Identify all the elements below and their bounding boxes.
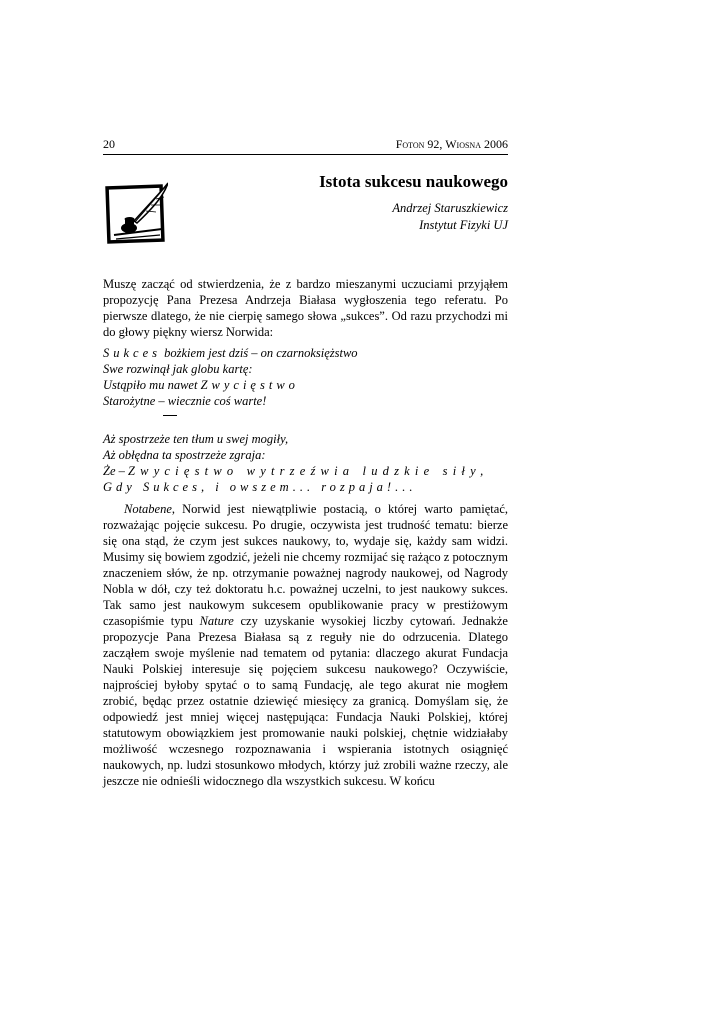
poem-line: Aż spostrzeże ten tłum u swej mogiły, <box>103 432 289 446</box>
journal-issue: Foton 92, Wiosna 2006 <box>395 137 508 151</box>
poem-line: Aż obłędna ta spostrzeże zgraja: <box>103 448 266 462</box>
journal-name: Nature <box>199 614 234 628</box>
quill-inkwell-icon <box>104 181 168 250</box>
byline <box>392 200 508 234</box>
poem-line: Starożytne – wiecznie coś warte! <box>103 394 267 408</box>
poem-line: Że – Zwycięstwo wytrzeźwia ludzkie siły, <box>103 464 489 478</box>
poem-line: Gdy Sukces, i owszem... rozpaja!... <box>103 480 417 494</box>
page-number: 20 <box>103 137 115 151</box>
running-head <box>103 137 508 155</box>
article-title: Istota sukcesu naukowego <box>319 172 508 191</box>
stanza-divider <box>163 415 177 416</box>
poem-line: Swe rozwinął jak globu kartę: <box>103 362 253 376</box>
intro-paragraph: Muszę zacząć od stwierdzenia, że z bardzo mieszanymi uczuciami przyjąłem propozycję Pana Prezesa Andrzeja Białasa wygłoszenia tego referatu. Po pierwsze dlatego, że nie cierpię samego słowa „sukces”. Od razu przychodzi mi do głowy piękny wiersz Norwida: <box>103 277 508 339</box>
author-name: Andrzej Staruszkiewicz <box>392 201 508 215</box>
poem-line: Sukces bożkiem jest dziś – on czarnoksiężstwo <box>103 346 358 360</box>
main-paragraph: Notabene, Norwid jest niewątpliwie postacią, o której warto pamiętać, rozważając pojęcie sukcesu. Po drugie, oczywista jest trudność tematu: bierze się ona stąd, że czym jest sukces naukowy, to, wydaje się, każdy sam widzi. Musimy się bowiem zgodzić, jeżeli nie chcemy rozmijać się rażąco z potocznym znaczeniem słów, że np. otrzymanie poważnej nagrody naukowej, od Nagrody Nobla w dół, czy też doktoratu h.c. poważnej uczelni, to jest naukowy sukces. Tak samo jest naukowym sukcesem opublikowanie pracy w prestiżowym czasopiśmie typu Nature czy uzyskanie wysokiej liczby cytowań. Jednakże propozycje Pana Prezesa Białasa są z reguły nie do odrzucenia. Dlatego zacząłem swoje myślenie nad tematem od pytania: dlaczego akurat Fundacja Nauki Polskiej interesuje się pojęciem sukcesu naukowego? Oczywiście, najprościej byłoby spytać o to samą Fundację, ale tego akurat nie mogłem zrobić, będąc przez ostatnie dziewięć miesięcy za granicą. Domyślam się, że odpowiedź jest mniej więcej następująca: Fundacja Nauki Polskiej, której statutowym obowiązkiem jest promowanie nauki polskiej, chętnie widziałaby możliwość wczesnego rozpoznawania i wspierania istotnych osiągnięć naukowych, np. ludzi stosunkowo młodych, którzy już zrobili ważne rzeczy, ale jeszcze nie odnieśli widocznego dla wszystkich sukcesu. W końcu <box>103 502 508 788</box>
poem-line: Ustąpiło mu nawet Zwycięstwo <box>103 378 299 392</box>
author-affiliation: Instytut Fizyki UJ <box>419 218 508 232</box>
poem-stanza-1 <box>103 345 508 409</box>
poem-stanza-2 <box>103 431 508 495</box>
lead-word: Notabene <box>124 502 172 516</box>
